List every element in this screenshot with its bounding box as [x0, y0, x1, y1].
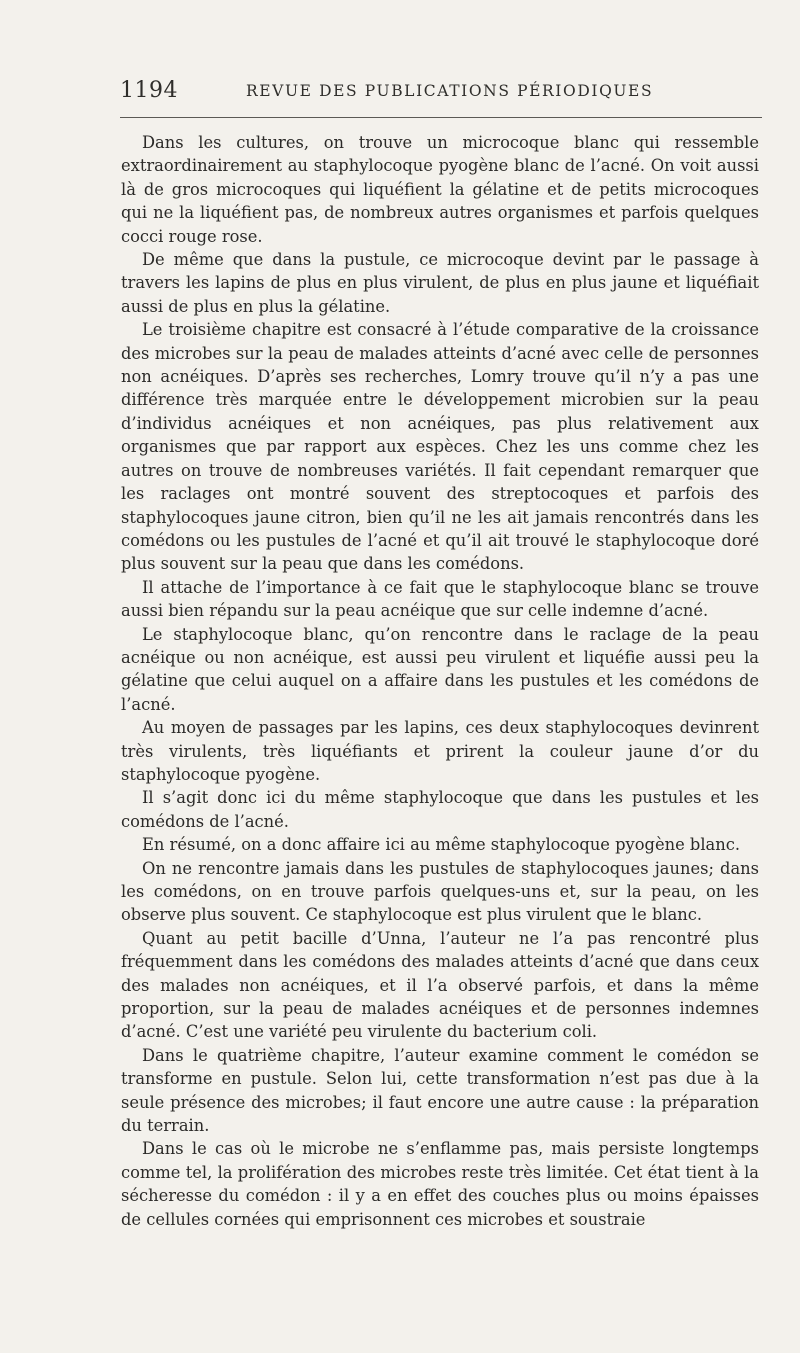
- paragraph: On ne rencontre jamais dans les pustules de staphylocoques jaunes; dans les comédons, on en trouve parfois quelques-uns et, sur la peau, on les observe plus souvent. Ce staphylocoque est plus virulent que le blanc.: [121, 858, 759, 925]
- paragraph: Dans le cas où le microbe ne s’enflamme pas, mais persiste longtemps comme tel, la prolifération des microbes reste très limitée. Cet état tient à la sécheresse du comédon : il y a en effet des couches plus ou moins épaisses de cellules cornées qui emprisonnent ces microbes et soustraie: [121, 1139, 759, 1229]
- body-text: [121, 131, 759, 1231]
- paragraph: Au moyen de passages par les lapins, ces deux staphylocoques devinrent très virulents, très liquéfiants et prirent la couleur jaune d’or du staphylocoque pyogène.: [121, 718, 759, 784]
- page-header: [120, 78, 760, 106]
- paragraph: Quant au petit bacille d’Unna, l’auteur ne l’a pas rencontré plus fréquemment dans les comédons des malades atteints d’acné que dans ceux des malades non acnéiques, et il l’a observé parfois, et dans la même proportion, sur la peau de malades acnéiques et de personnes indemnes d’acné. C’est une variété peu virulente du bacterium coli.: [121, 928, 759, 1042]
- header-rule: [120, 117, 762, 118]
- paragraph: Il attache de l’importance à ce fait que le staphylocoque blanc se trouve aussi bien répandu sur la peau acnéique que sur celle indemne d’acné.: [121, 577, 759, 621]
- paragraph: Le troisième chapitre est consacré à l’étude comparative de la croissance des microbes sur la peau de malades atteints d’acné avec celle de personnes non acnéiques. D’après ses recherches, Lomry trouve qu’il n’y a pas une différence très marquée entre le développement microbien sur la peau d’individus acnéiques et non acnéiques, pas plus relativement aux organismes que par rapport aux espèces. Chez les uns comme chez les autres on trouve de nombreuses variétés. Il fait cependant remarquer que les raclages ont montré souvent des streptocoques et parfois des staphylocoques jaune citron, bien qu’il ne les ait jamais rencontrés dans les comédons ou les pustules de l’acné et qu’il ait trouvé le staphylocoque doré plus souvent sur la peau que dans les comédons.: [121, 320, 759, 574]
- page-number: 1194: [120, 78, 178, 103]
- paragraph: Le staphylocoque blanc, qu’on rencontre dans le raclage de la peau acnéique ou non acnéique, est aussi peu virulent et liquéfie aussi peu la gélatine que celui auquel on a affaire dans les pustules et les comédons de l’acné.: [121, 624, 759, 714]
- paragraph: Dans le quatrième chapitre, l’auteur examine comment le comédon se transforme en pustule. Selon lui, cette transformation n’est pas due à la seule présence des microbes; il faut encore une autre cause : la préparation du terrain.: [121, 1045, 759, 1136]
- paragraph: Il s’agit donc ici du même staphylocoque que dans les pustules et les comédons de l’acné.: [121, 788, 759, 831]
- paragraph: En résumé, on a donc affaire ici au même staphylocoque pyogène blanc.: [142, 835, 741, 855]
- running-title: REVUE DES PUBLICATIONS PÉRIODIQUES: [246, 82, 654, 100]
- paragraph: Dans les cultures, on trouve un microcoque blanc qui ressemble extraordinairement au staphylocoque pyogène blanc de l’acné. On voit aussi là de gros microcoques qui liquéfient la gélatine et de petits microcoques qui ne la liquéfient pas, de nombreux autres organismes et parfois quelques cocci rouge rose.: [121, 133, 759, 246]
- paragraph: De même que dans la pustule, ce microcoque devint par le passage à travers les lapins de plus en plus virulent, de plus en plus jaune et liquéfiait aussi de plus en plus la gélatine.: [121, 250, 759, 316]
